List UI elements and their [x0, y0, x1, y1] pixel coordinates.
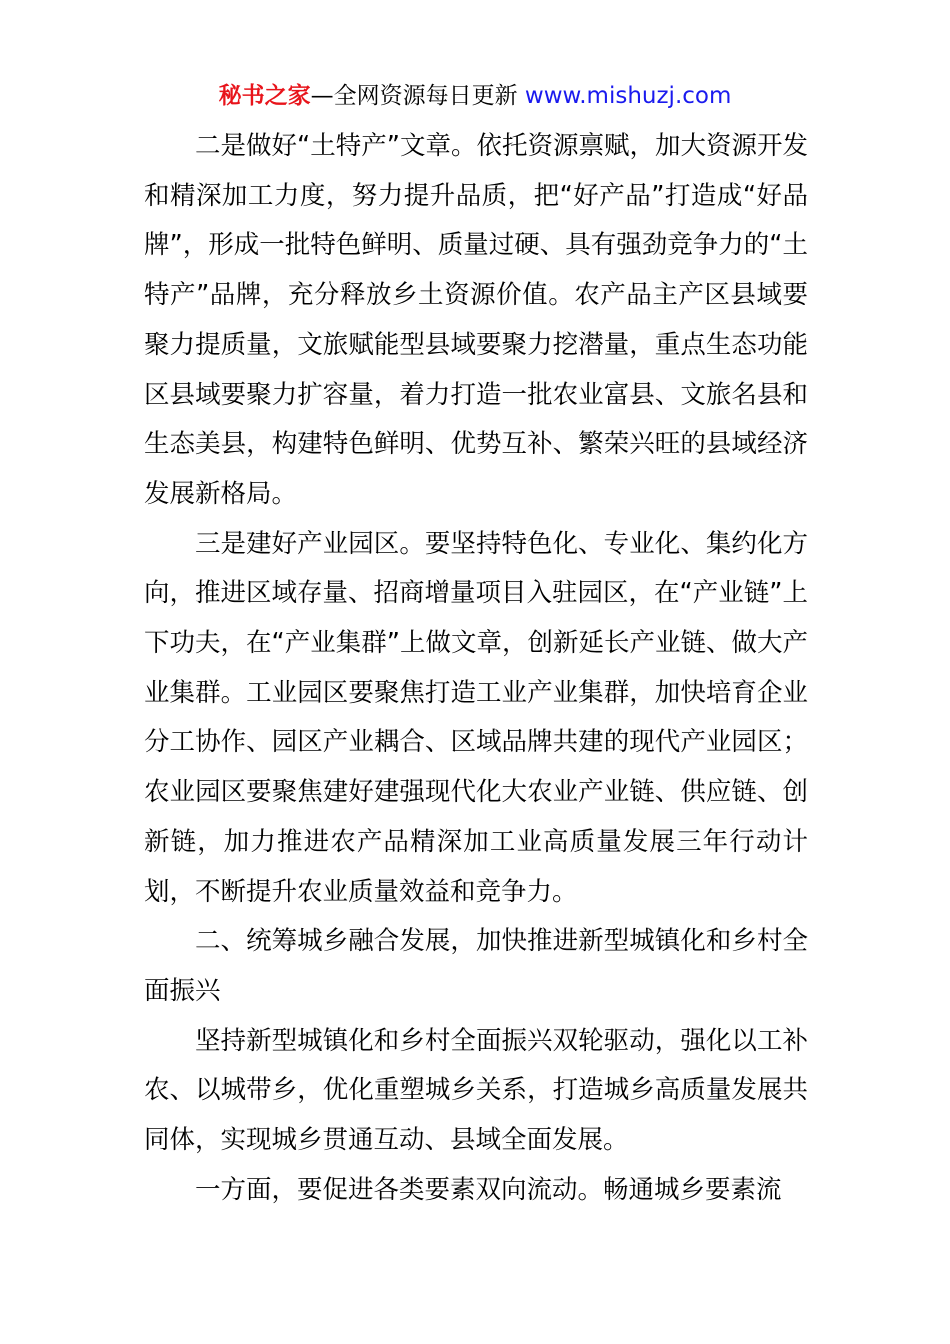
document-body — [144, 122, 808, 1215]
paragraph-dual-drive: 坚持新型城镇化和乡村全面振兴双轮驱动，强化以工补农、以城带乡，优化重塑城乡关系，打造城乡高质量发展共同体，实现城乡贯通互动、县域全面发展。 — [144, 1025, 808, 1156]
paragraph-industrial-park: 三是建好产业园区。要坚持特色化、专业化、集约化方向，推进区域存量、招商增量项目入驻园区，在“产业链”上下功夫，在“产业集群”上做文章，创新延长产业链、做大产业集群。工业园区要聚焦打造工业产业集群，加快培育企业分工协作、园区产业耦合、区域品牌共建的现代产业园区；农业园区要聚焦建好建强现代化大农业产业链、供应链、创新链，加力推进农产品精深加工业高质量发展三年行动计划，不断提升农业质量效益和竞争力。 — [144, 528, 808, 907]
section-heading-urban-rural: 二、统筹城乡融合发展，加快推进新型城镇化和乡村全面振兴 — [144, 926, 808, 1006]
paragraph-factor-flow: 一方面，要促进各类要素双向流动。畅通城乡要素流 — [195, 1174, 782, 1205]
site-url-link[interactable]: www.mishuzj.com — [524, 83, 732, 109]
paragraph-local-specialty: 二是做好“土特产”文章。依托资源禀赋，加大资源开发和精深加工力度，努力提升品质，把“好产品”打造成“好品牌”，形成一批特色鲜明、质量过硬、具有强劲竞争力的“土特产”品牌，充分释放乡土资源价值。农产品主产区县域要聚力提质量，文旅赋能型县域要聚力挖潜量，重点生态功能区县域要聚力扩容量，着力打造一批农业富县、文旅名县和生态美县，构建特色鲜明、优势互补、繁荣兴旺的县域经济发展新格局。 — [144, 131, 808, 509]
site-brand-name: 秘书之家 — [218, 83, 311, 109]
site-tagline: —全网资源每日更新 — [310, 83, 518, 109]
site-header — [0, 80, 950, 112]
